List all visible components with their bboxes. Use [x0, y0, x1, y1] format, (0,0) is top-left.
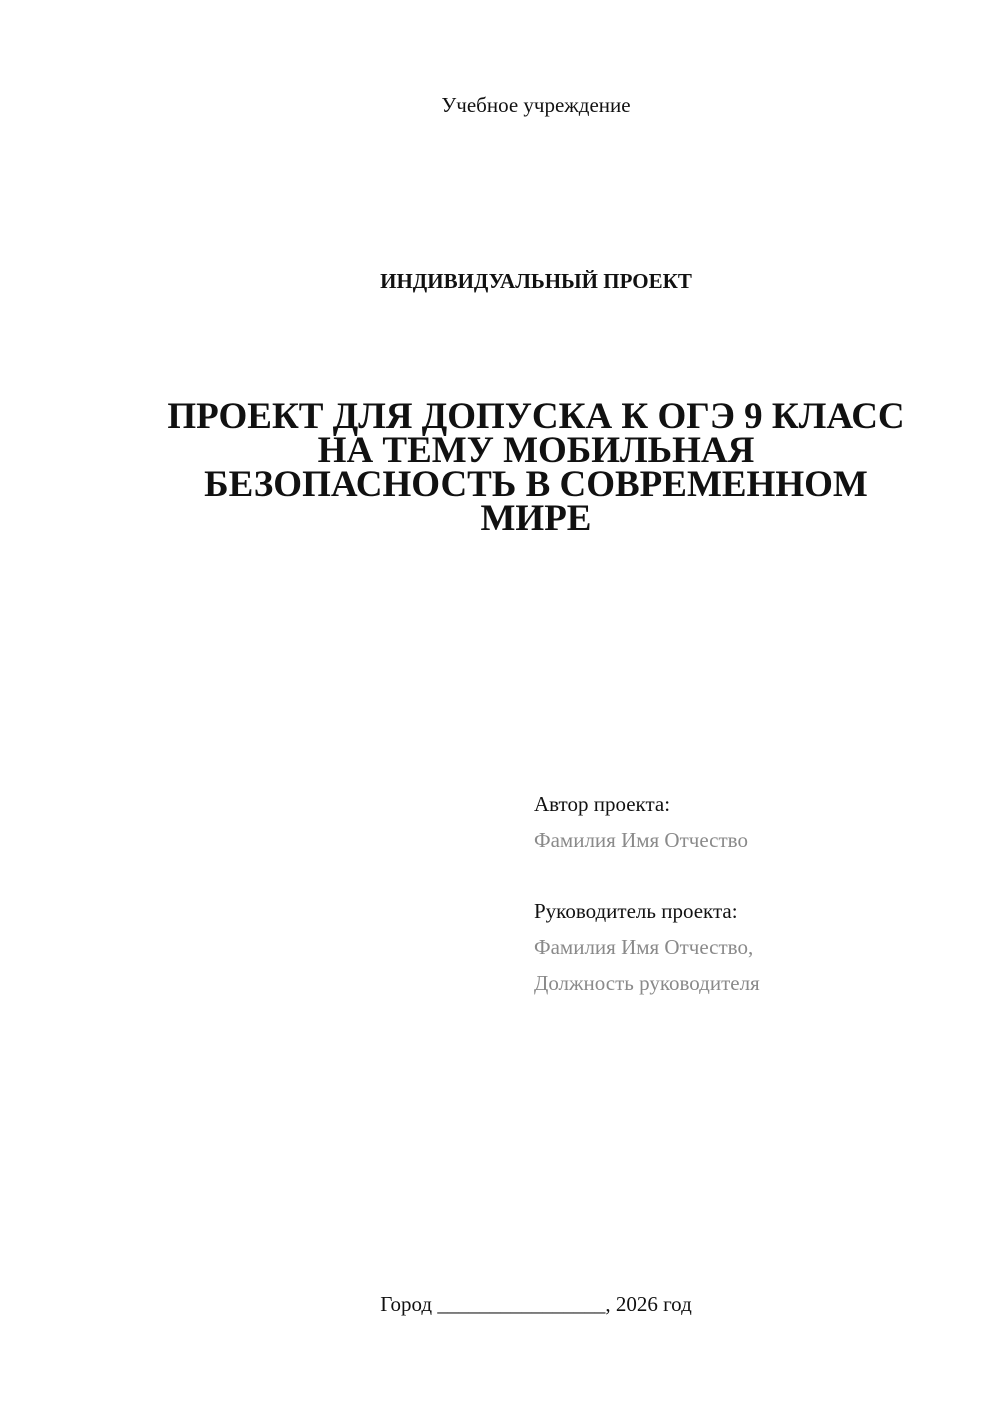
supervisor-label: Руководитель проекта: [534, 899, 738, 923]
project-title [100, 396, 972, 539]
supervisor-position: Должность руководителя [534, 971, 760, 995]
project-title-line: ПРОЕКТ ДЛЯ ДОПУСКА К ОГЭ 9 КЛАСС [167, 396, 905, 437]
project-title-line: БЕЗОПАСНОСТЬ В СОВРЕМЕННОМ [204, 464, 868, 505]
project-type-heading: ИНДИВИДУАЛЬНЫЙ ПРОЕКТ [380, 269, 692, 293]
supervisor-block [534, 893, 974, 1001]
project-title-line: МИРЕ [480, 498, 592, 539]
project-title-line: НА ТЕМУ МОБИЛЬНАЯ [317, 430, 755, 471]
author-label: Автор проекта: [534, 792, 671, 816]
supervisor-name: Фамилия Имя Отчество, [534, 935, 754, 959]
city-year-footer: Город ________________, 2026 год [380, 1292, 692, 1316]
author-name: Фамилия Имя Отчество [534, 828, 748, 852]
institution-name: Учебное учреждение [441, 93, 631, 117]
author-block [534, 786, 974, 858]
